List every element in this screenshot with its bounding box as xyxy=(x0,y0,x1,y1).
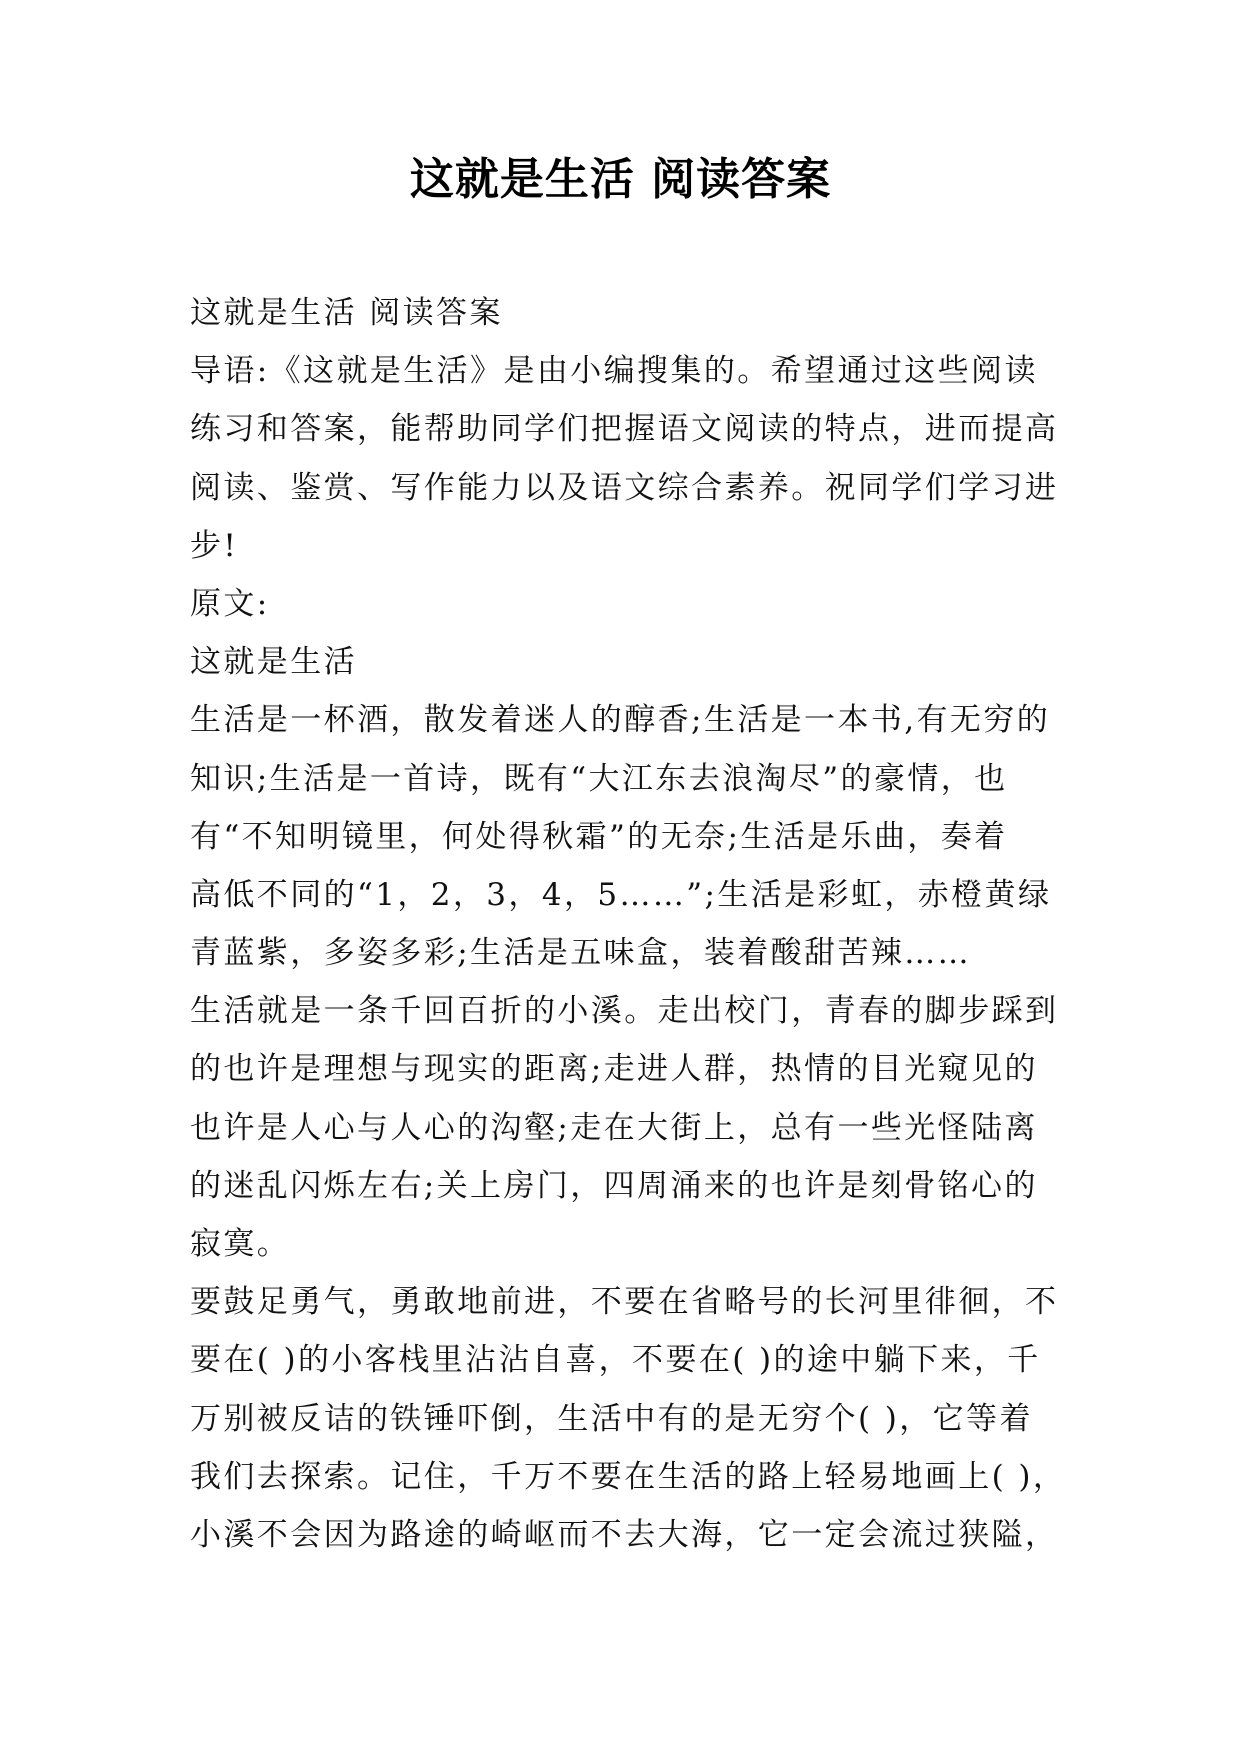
body-line: 这就是生活 阅读答案 xyxy=(190,295,503,331)
body-line: 高低不同的“1，2，3，4，5……”;生活是彩虹，赤橙黄绿 xyxy=(190,876,1052,913)
body-line: 的也许是理想与现实的距离;走进人群，热情的目光窥见的 xyxy=(190,1051,1038,1088)
body-line: 这就是生活 xyxy=(190,644,357,681)
document-title: 这就是生活 阅读答案 xyxy=(409,154,832,205)
body-line: 的迷乱闪烁左右;关上房门，四周涌来的也许是刻骨铭心的 xyxy=(190,1167,1038,1204)
body-line: 寂寞。 xyxy=(190,1226,291,1262)
body-line: 万别被反诘的铁锤吓倒，生活中有的是无穷个( )，它等着 xyxy=(190,1400,1033,1437)
body-line: 原文: xyxy=(190,585,270,622)
body-line: 小溪不会因为路途的崎岖而不去大海，它一定会流过狭隘， xyxy=(190,1516,1059,1553)
body-line: 要在( )的小客栈里沾沾自喜，不要在( )的途中躺下来，千 xyxy=(190,1342,1041,1379)
body-line: 也许是人心与人心的沟壑;走在大街上，总有一些光怪陆离 xyxy=(190,1109,1038,1146)
body-line: 步! xyxy=(190,527,239,564)
body-line: 青蓝紫，多姿多彩;生活是五味盒，装着酸甜苦辣…… xyxy=(190,935,972,972)
body-line: 我们去探索。记住，千万不要在生活的路上轻易地画上( )， xyxy=(190,1458,1067,1495)
document-body xyxy=(190,284,1067,1564)
body-line: 有“不知明镜里，何处得秋霜”的无奈;生活是乐曲，奏着 xyxy=(190,818,1008,855)
body-line: 生活就是一条千回百折的小溪。走出校门，青春的脚步踩到 xyxy=(190,993,1059,1030)
body-line: 知识;生活是一首诗，既有“大江东去浪淘尽”的豪情，也 xyxy=(190,760,1008,797)
body-line: 练习和答案，能帮助同学们把握语文阅读的特点，进而提高 xyxy=(190,411,1059,448)
body-line: 生活是一杯酒，散发着迷人的醇香;生活是一本书,有无穷的 xyxy=(190,702,1051,739)
body-line: 要鼓足勇气，勇敢地前进，不要在省略号的长河里徘徊，不 xyxy=(190,1284,1059,1321)
body-line: 导语:《这就是生活》是由小编搜集的。希望通过这些阅读 xyxy=(190,353,1038,390)
body-line: 阅读、鉴赏、写作能力以及语文综合素养。祝同学们学习进 xyxy=(190,469,1059,506)
